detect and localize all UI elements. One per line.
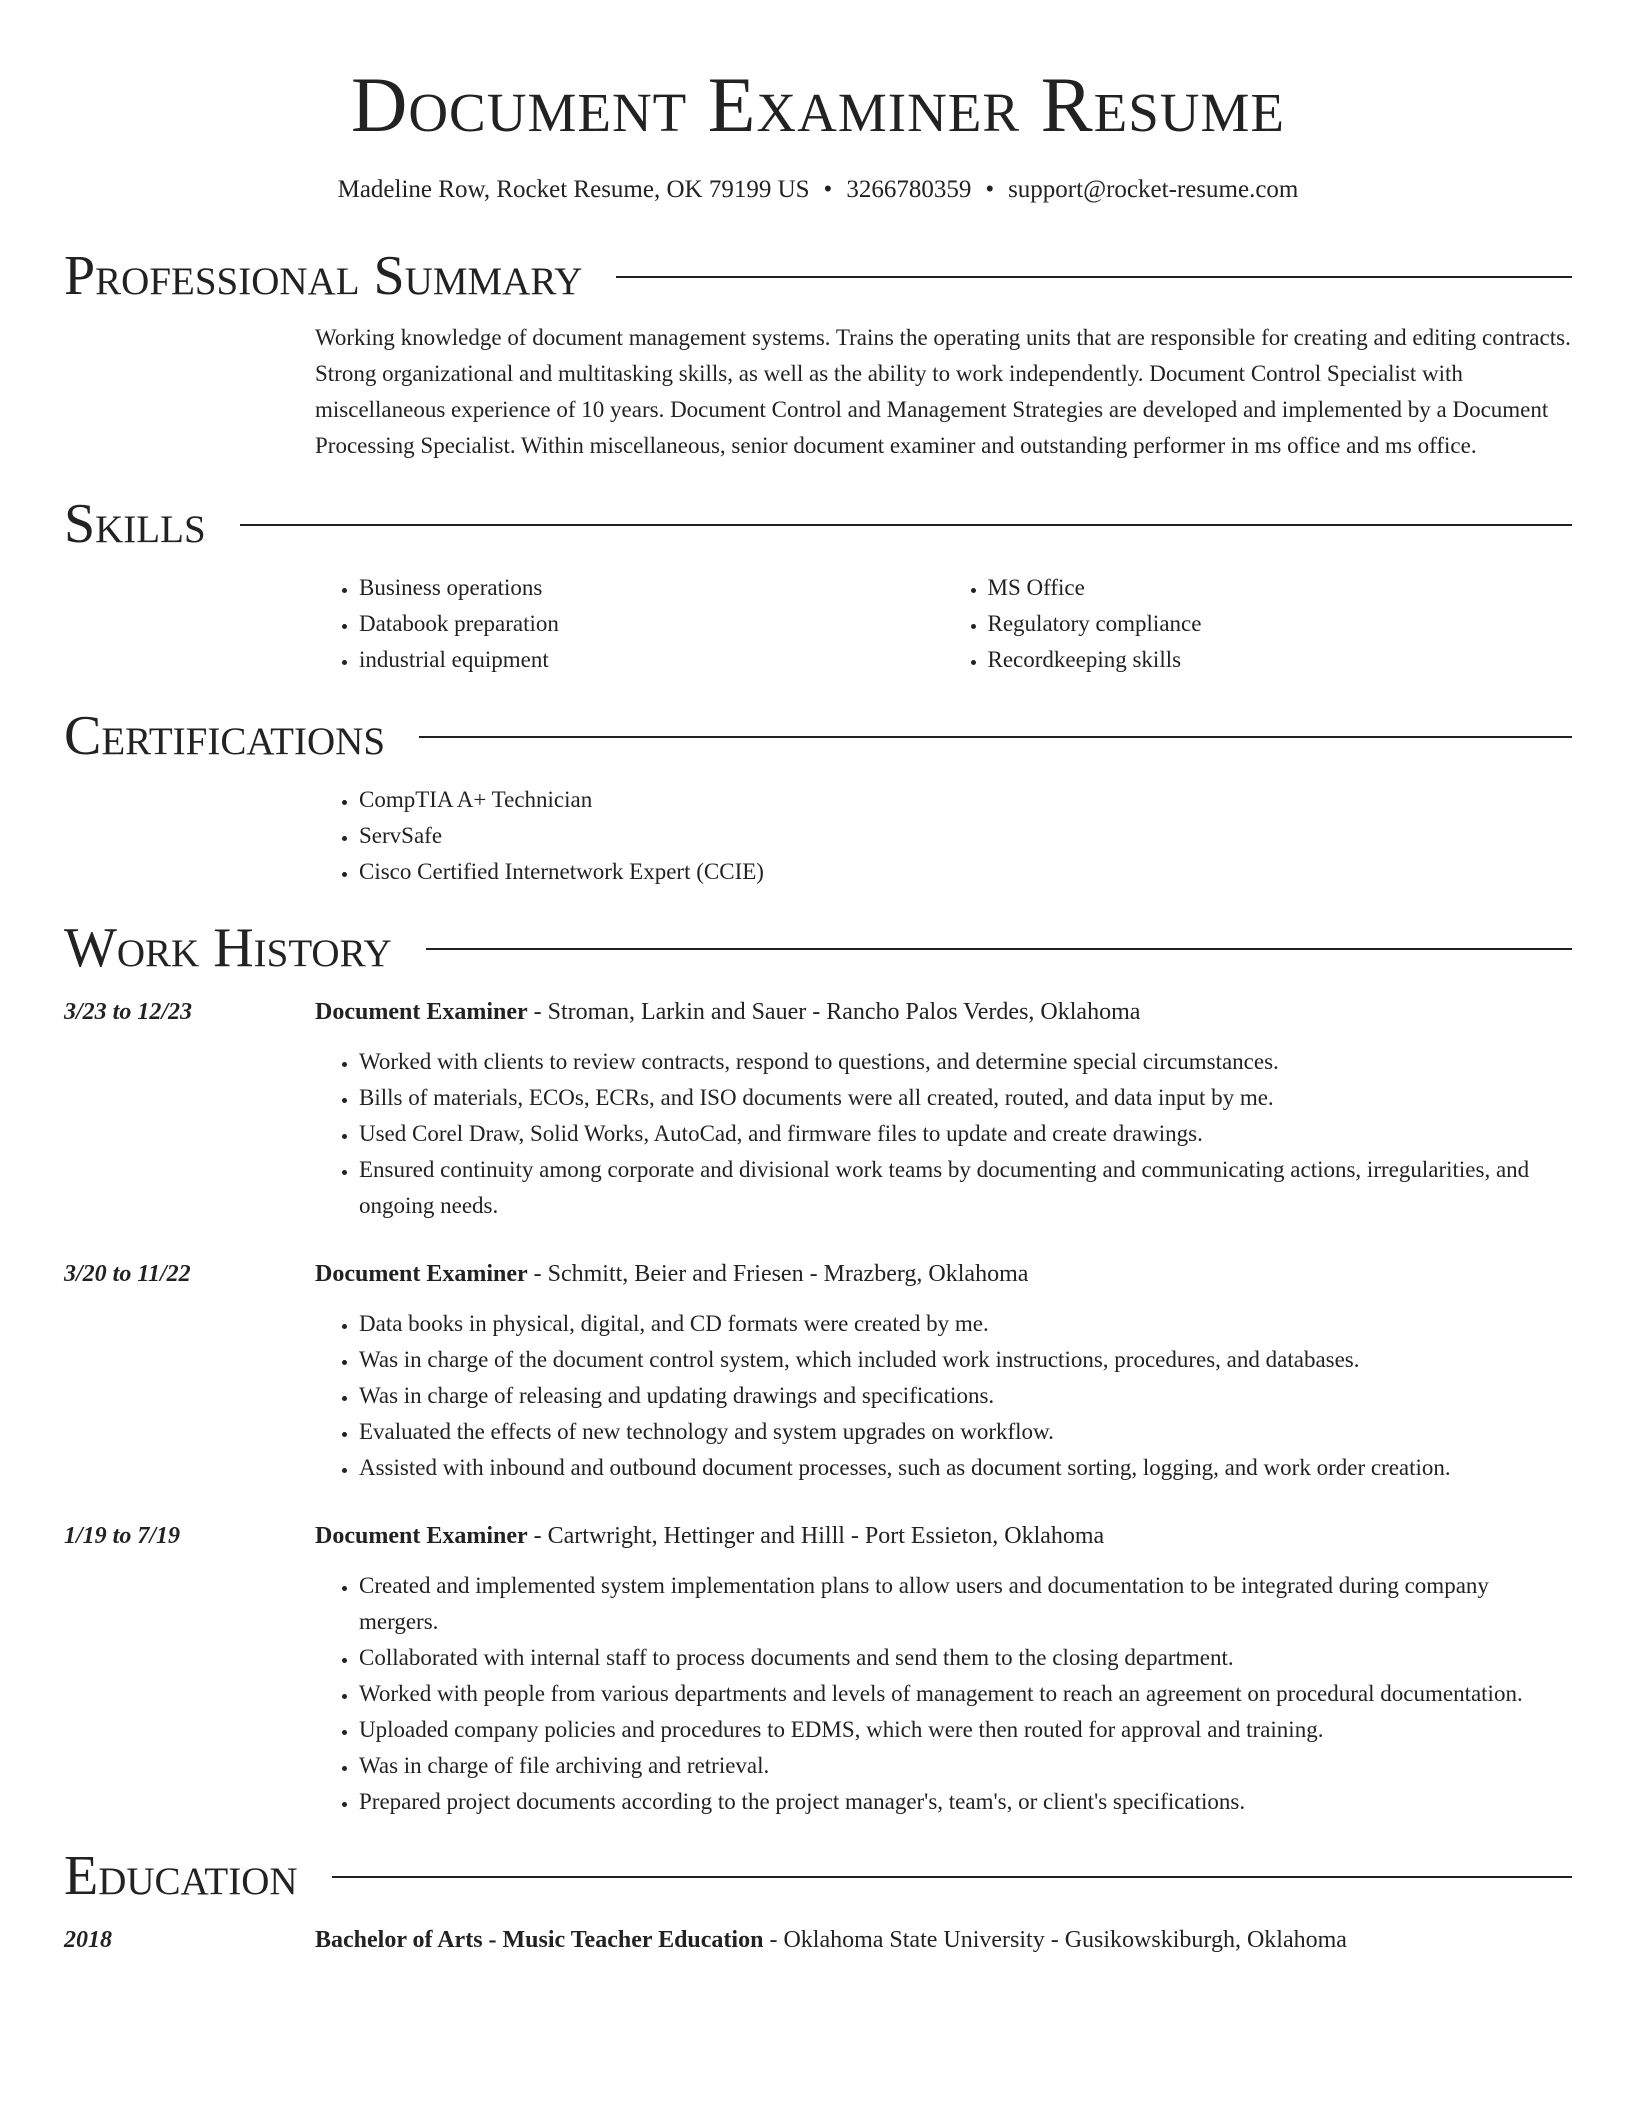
work-dates: 1/19 to 7/19: [64, 1523, 181, 1549]
work-bullet: • Collaborated with internal staff to process documents and send them to the closing department.: [359, 1640, 1572, 1676]
contact-separator: •: [985, 176, 995, 203]
job-details: - Cartwright, Hettinger and Hilll - Port Essieton, Oklahoma: [533, 1523, 1105, 1549]
education-headline: [315, 1922, 1572, 1958]
contact-email: support@rocket-resume.com: [1008, 176, 1299, 203]
skill-item: • Business operations: [359, 570, 944, 606]
section-divider: [240, 524, 1572, 526]
certifications-section: [64, 704, 1572, 890]
work-bullet: • Used Corel Draw, Solid Works, AutoCad, and firmware files to update and create drawings.: [359, 1116, 1572, 1152]
summary-text: Working knowledge of document management systems. Trains the operating units that are responsible for creating and editing contracts. Strong organizational and multitasking skills, as well as the ability to work independently. Document Control Specialist with miscellaneous experience of 10 years. Document Control and Management Strategies are developed and implemented by a Document Processing Specialist. Within miscellaneous, senior document examiner and outstanding performer in ms office and ms office.: [315, 325, 1571, 458]
work-dates: 3/23 to 12/23: [64, 999, 193, 1025]
job-details: - Schmitt, Beier and Friesen - Mrazberg, Oklahoma: [533, 1261, 1029, 1287]
education-header: [64, 1844, 1572, 1908]
contact-phone: 3266780359: [846, 176, 972, 203]
work-bullet: • Data books in physical, digital, and CD formats were created by me.: [359, 1306, 1572, 1342]
work-bullet: • Ensured continuity among corporate and divisional work teams by documenting and communicating actions, irregularities, and ongoing needs.: [359, 1152, 1572, 1224]
certification-item: • ServSafe: [359, 818, 1572, 854]
education-section: [64, 1844, 1572, 1958]
education-year: 2018: [64, 1927, 112, 1953]
job-title: Document Examiner: [315, 1261, 528, 1287]
degree: Bachelor of Arts - Music Teacher Education: [315, 1927, 764, 1953]
resume-page: [64, 0, 1572, 1958]
work-bullet: • Bills of materials, ECOs, ECRs, and ISO documents were all created, routed, and data input by me.: [359, 1080, 1572, 1116]
work-bullets: [315, 1044, 1572, 1224]
work-bullet: • Worked with people from various departments and levels of management to reach an agreement on procedural documentation.: [359, 1676, 1572, 1712]
section-divider: [419, 736, 1572, 738]
work-bullet: • Was in charge of file archiving and retrieval.: [359, 1748, 1572, 1784]
work-history-heading: Work History: [64, 917, 392, 979]
certification-item: • CompTIA A+ Technician: [359, 782, 1572, 818]
education-heading: Education: [64, 1845, 298, 1907]
work-history-section: [64, 916, 1572, 1820]
job-title: Document Examiner: [315, 1523, 528, 1549]
skill-item: • industrial equipment: [359, 642, 944, 678]
job-title: Document Examiner: [315, 999, 528, 1025]
education-entry: [64, 1922, 1572, 1958]
work-entry: [64, 994, 1572, 1224]
job-details: - Stroman, Larkin and Sauer - Rancho Palos Verdes, Oklahoma: [533, 999, 1141, 1025]
work-bullet: • Prepared project documents according to the project manager's, team's, or client's specifications.: [359, 1784, 1572, 1820]
skill-item: • Recordkeeping skills: [988, 642, 1573, 678]
skill-item: • Regulatory compliance: [988, 606, 1573, 642]
summary-heading: Professional Summary: [64, 245, 583, 307]
work-entry: [64, 1518, 1572, 1820]
work-bullet: • Worked with clients to review contracts, respond to questions, and determine special circumstances.: [359, 1044, 1572, 1080]
work-entry: [64, 1256, 1572, 1486]
section-divider: [616, 276, 1572, 278]
summary-header: [64, 244, 1572, 308]
certification-item: • Cisco Certified Internetwork Expert (CCIE): [359, 854, 1572, 890]
work-bullet: • Uploaded company policies and procedures to EDMS, which were then routed for approval and training.: [359, 1712, 1572, 1748]
work-bullets: [315, 1306, 1572, 1486]
skills-list-right: [944, 570, 1573, 678]
skills-list-left: [315, 570, 944, 678]
certifications-header: [64, 704, 1572, 768]
contact-address: Madeline Row, Rocket Resume, OK 79199 US: [337, 176, 810, 203]
skills-grid: [315, 570, 1572, 678]
work-history-header: [64, 916, 1572, 980]
work-bullet: • Created and implemented system implementation plans to allow users and documentation to be integrated during company mergers.: [359, 1568, 1572, 1640]
skills-heading: Skills: [64, 493, 206, 555]
skills-section: [64, 492, 1572, 678]
work-headline: [315, 1518, 1572, 1554]
contact-separator: •: [823, 176, 833, 203]
certifications-list: [315, 782, 1572, 890]
section-divider: [332, 1876, 1572, 1878]
summary-section: [64, 244, 1572, 464]
education-details: - Oklahoma State University - Gusikowskiburgh, Oklahoma: [769, 1927, 1347, 1953]
work-headline: [315, 994, 1572, 1030]
skill-item: • Databook preparation: [359, 606, 944, 642]
work-bullet: • Assisted with inbound and outbound document processes, such as document sorting, logging, and work order creation.: [359, 1450, 1572, 1486]
certifications-heading: Certifications: [64, 705, 386, 767]
work-bullet: • Evaluated the effects of new technology and system upgrades on workflow.: [359, 1414, 1572, 1450]
skill-item: • MS Office: [988, 570, 1573, 606]
section-divider: [426, 948, 1572, 950]
skills-header: [64, 492, 1572, 556]
work-bullet: • Was in charge of the document control system, which included work instructions, procedures, and databases.: [359, 1342, 1572, 1378]
page-title: Document Examiner Resume: [351, 61, 1285, 148]
work-headline: [315, 1256, 1572, 1292]
work-bullets: [315, 1568, 1572, 1820]
work-bullet: • Was in charge of releasing and updating drawings and specifications.: [359, 1378, 1572, 1414]
work-dates: 3/20 to 11/22: [64, 1261, 191, 1287]
contact-line: [64, 172, 1572, 208]
